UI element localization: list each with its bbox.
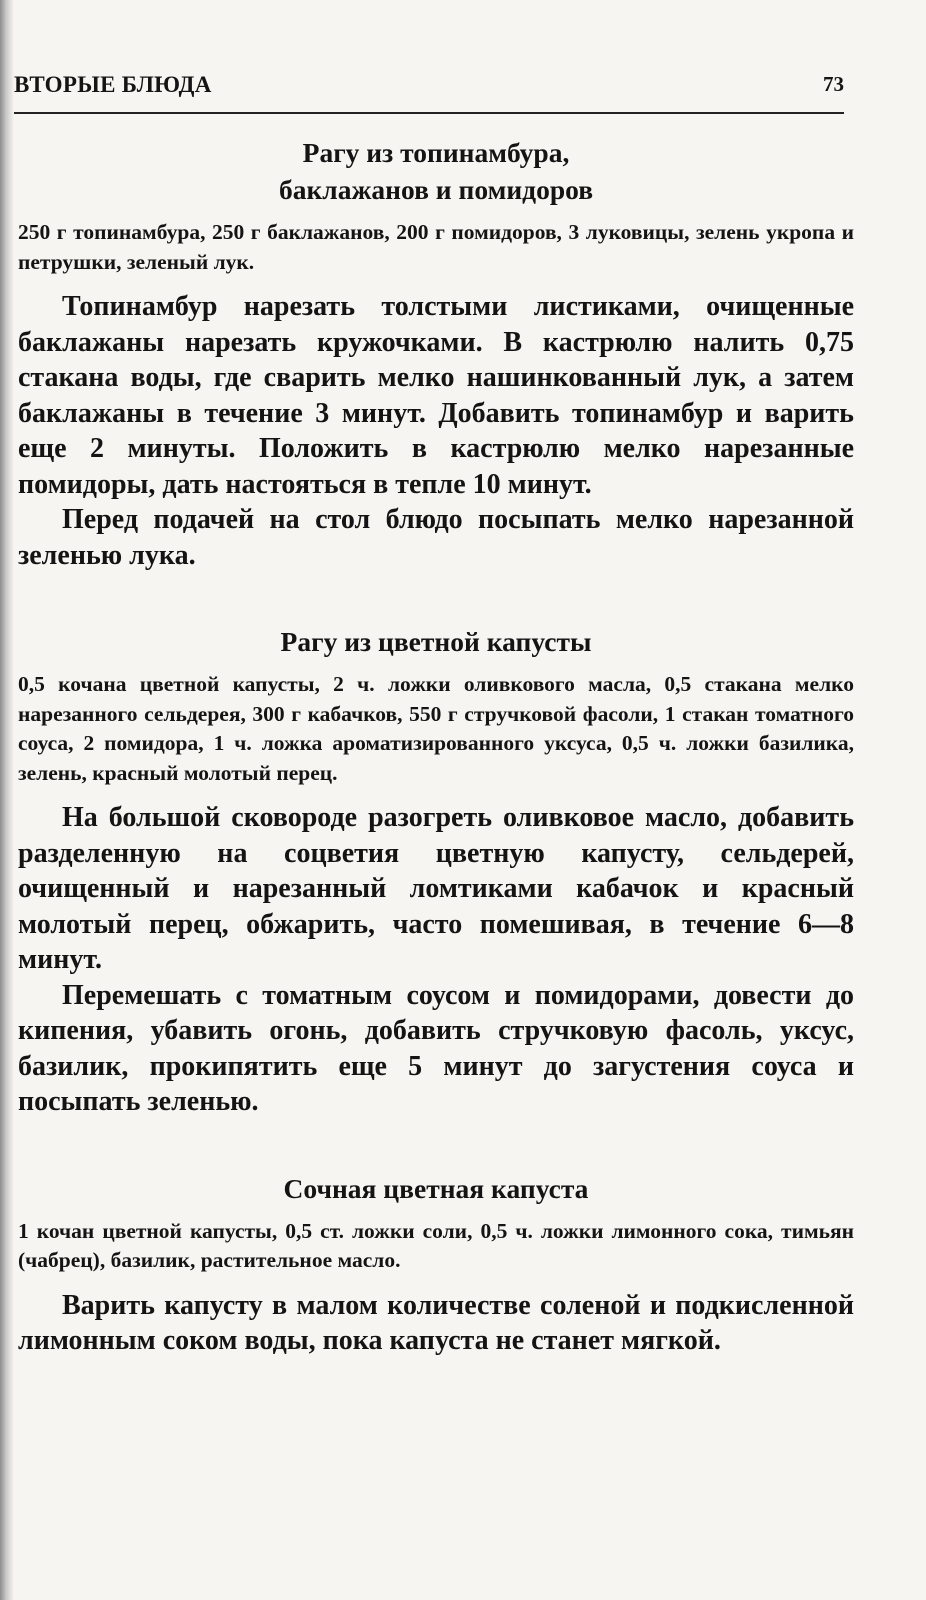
recipe-juicy-cauliflower: [18, 1170, 854, 1359]
recipe-ingredients: 1 кочан цветной капусты, 0,5 ст. ложки соли, 0,5 ч. ложки лимонного сока, тимьян (чабрец), базилик, растительное масло.: [18, 1218, 854, 1272]
recipe-step: Топинамбур нарезать толстыми листиками, очищенные баклажаны нарезать кружочками. В кастрюлю налить 0,75 стакана воды, где сварить мелко нашинкованный лук, а затем баклажаны в течение 3 минут. Добавить топинамбур и варить еще 2 минуты. Положить в кастрюлю мелко нарезанные помидоры, дать настояться в тепле 10 минут.: [18, 291, 854, 500]
recipe-ingredients: 0,5 кочана цветной капусты, 2 ч. ложки оливкового масла, 0,5 стакана мелко нарезанного сельдерея, 300 г кабачков, 550 г стручковой фасоли, 1 стакан томатного соуса, 2 помидора, 1 ч. ложка ароматизированного уксуса, 0,5 ч. ложки базилика, зелень, красный молотый перец.: [18, 672, 854, 785]
recipe-title: [18, 1170, 854, 1207]
recipe-topinambur-ragout: [18, 134, 854, 573]
recipe-step: Перемешать с томатным соусом и помидорами, довести до кипения, убавить огонь, добавить стручковую фасоль, уксус, базилик, прокипятить еще 5 минут до загустения соуса и посыпать зеленью.: [18, 979, 854, 1117]
recipe-step: Перед подачей на стол блюдо посыпать мелко нарезанной зеленью лука.: [18, 504, 854, 571]
page-binding-shadow: [0, 0, 14, 1600]
recipe-title: [18, 623, 854, 660]
recipe-step: На большой сковороде разогреть оливковое масло, добавить разделенную на соцветия цветную капусту, сельдерей, очищенный и нарезанный ломтиками кабачок и красный молотый перец, обжарить, часто помешивая, в течение 6—8 минут.: [18, 802, 854, 975]
recipe-title-line: Рагу из топинамбура,: [302, 137, 570, 168]
recipe-title: [18, 134, 854, 208]
recipe-cauliflower-ragout: [18, 623, 854, 1120]
recipe-step: Варить капусту в малом количестве соленой и подкисленной лимонным соком воды, пока капуста не станет мягкой.: [18, 1289, 854, 1356]
recipe-title-line: Рагу из цветной капусты: [280, 626, 592, 657]
section-title: ВТОРЫЕ БЛЮДА: [14, 72, 212, 97]
recipe-title-line: баклажанов и помидоров: [278, 174, 594, 205]
page-number: 73: [823, 72, 844, 96]
running-header: [14, 68, 844, 114]
page-content: [18, 126, 854, 1359]
recipe-title-line: Сочная цветная капуста: [283, 1172, 589, 1204]
recipe-ingredients: 250 г топинамбура, 250 г баклажанов, 200 г помидоров, 3 луковицы, зелень укропа и петрушки, зеленый лук.: [18, 220, 854, 274]
